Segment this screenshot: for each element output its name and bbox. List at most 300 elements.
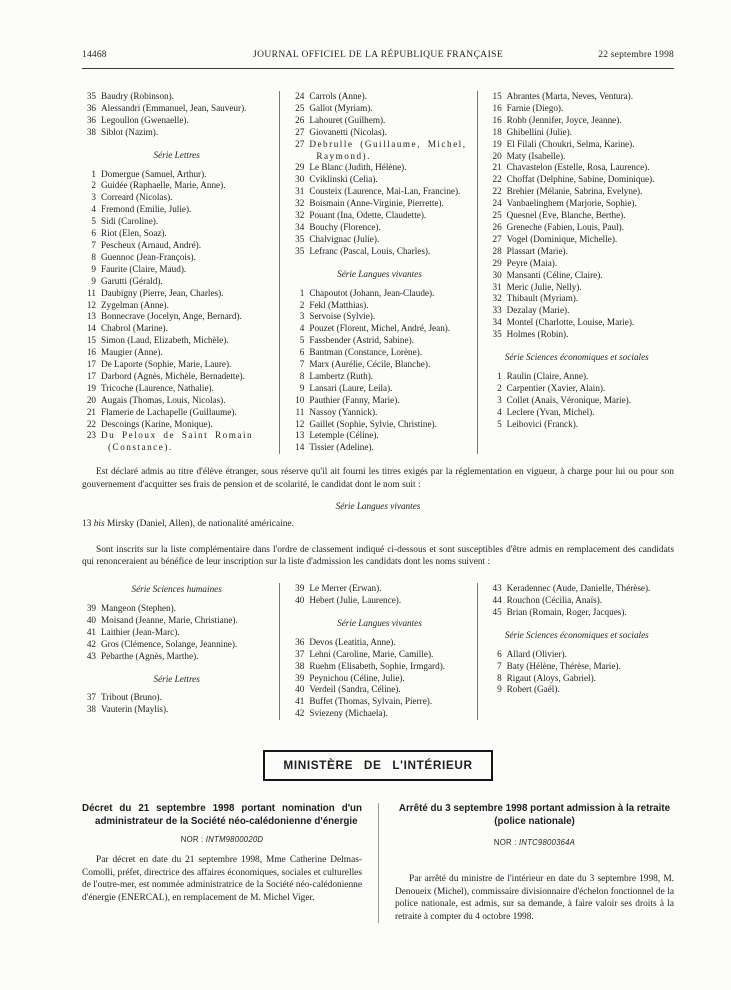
entry-number: 1 [91, 168, 96, 179]
entry-number: 2 [299, 299, 305, 310]
entry-name: Garutti (Gérald). [101, 275, 163, 286]
series-heading: Série Langues vivantes [337, 268, 422, 279]
entry-number: 40 [295, 594, 305, 605]
list-entry [82, 615, 271, 627]
list-entry [488, 270, 666, 282]
list-entry [290, 583, 468, 595]
list-entry [488, 407, 666, 419]
list-entry [488, 91, 666, 103]
entry-name: Vauterin (Maylis). [101, 704, 169, 715]
list-entry [488, 371, 666, 383]
list-entry [290, 210, 468, 222]
series-heading: Série Sciences économiques et sociales [504, 352, 649, 363]
list-entry [290, 661, 468, 673]
entry-number: 5 [91, 216, 96, 227]
entry-name: Bonnecrave (Jocelyn, Ange, Bernard). [101, 311, 242, 322]
entry-number: 4 [497, 406, 502, 417]
page-header [82, 50, 674, 60]
entry-name: Chavastelon (Estelle, Rosa, Laurence). [506, 162, 650, 173]
foreign-student-paragraph: Est déclaré admis au titre d'élève étranger, sous réserve qu'il ait fourni les titres exigés par la réglementation en vigueur, à charge pour lui ou pour son gouvernement d'acquitter ses frais de pension et de scolarité, le candidat dont le nom suit : [82, 467, 674, 490]
list-entry [82, 359, 271, 371]
entry-number: 15 [492, 91, 502, 101]
list-entry [290, 323, 468, 335]
list-entry [488, 329, 666, 341]
list-entry [290, 115, 468, 127]
entry-number: 19 [492, 138, 502, 149]
entry-number: 4 [299, 323, 305, 334]
entry-name: Du Peloux de Saint Romain (Constance). [101, 430, 254, 453]
entry-name: Pauthier (Fanny, Marie). [309, 394, 400, 405]
entry-name: Raulin (Claire, Anne). [506, 370, 589, 381]
entry-name: Pescheux (Arnaud, André). [101, 239, 202, 250]
entry-number: 32 [295, 198, 305, 209]
list-entry [290, 595, 468, 607]
entry-name: Giovanetti (Nicolas). [309, 126, 387, 137]
list-entry [82, 651, 271, 663]
entry-number: 9 [91, 263, 96, 274]
entry-number: 22 [86, 418, 96, 429]
entry-name: Augais (Thomas, Louis, Nicolas). [101, 394, 226, 405]
entry-name: Carpentier (Xavier, Alain). [506, 382, 606, 393]
entry-number: 5 [299, 335, 305, 346]
nor-label: NOR : [180, 835, 206, 845]
entry-number: 37 [86, 692, 96, 703]
entry-name: Legoullon (Gwenaelle). [101, 114, 189, 125]
entry-number: 44 [492, 594, 502, 605]
list-entry [82, 264, 271, 276]
entry-name: Descoings (Karine, Monique). [101, 418, 213, 429]
decree-title: Arrêté du 3 septembre 1998 portant admission à la retraite (police nationale) [398, 803, 671, 827]
list-entry [290, 186, 468, 198]
entry-name: Lahouret (Guilhem). [309, 114, 386, 125]
decree-body: Par décret en date du 21 septembre 1998, Mme Catherine Delmas-Comolli, préfet, directrice des affaires économiques, sociales et culturelles de l'outre-mer, est nommée administratrice de la Société néo-calédonienne d'énergie (ENERCAL), en remplacement de M. Michel Viger. [82, 855, 362, 903]
decrees-section [82, 803, 674, 923]
entry-number: 29 [295, 162, 305, 173]
entry-number: 4 [91, 204, 96, 215]
entry-number: 1 [497, 370, 502, 381]
list-entry [290, 222, 468, 234]
list-entry [488, 293, 666, 305]
entry-number: 18 [492, 126, 502, 137]
entry-name: Le Blanc (Judith, Hélène). [309, 162, 407, 173]
entry-name: Maty (Isabelle). [506, 150, 566, 161]
entry-number: 9 [91, 275, 96, 286]
list-entry [82, 228, 271, 240]
entry-number: 10 [295, 394, 305, 405]
list-entry [488, 103, 666, 115]
nor-label: NOR : [493, 838, 519, 848]
series-heading-center: Série Langues vivantes [335, 501, 421, 512]
entry-number: 41 [295, 696, 305, 707]
list-column [477, 583, 674, 720]
entry-number: 27 [295, 138, 305, 149]
entry-name: Plassart (Marie). [506, 245, 568, 256]
bis-entry [82, 518, 674, 530]
entry-name: Pouant (Ina, Odette, Claudette). [309, 210, 427, 221]
list-entry [488, 607, 666, 619]
entry-number: 7 [91, 239, 96, 250]
entry-name: Simon (Laud, Elizabeth, Michèle). [101, 335, 229, 346]
entry-name: Leibovici (Franck). [506, 418, 579, 429]
list-entry [488, 395, 666, 407]
entry-number: 33 [492, 305, 502, 316]
entry-name: Robert (Gaël). [506, 684, 560, 695]
list-entry [82, 323, 271, 335]
entry-name: Flamerie de Lachapelle (Guillaume). [101, 406, 237, 417]
entry-name: Thibault (Myriam). [506, 293, 579, 304]
entry-name: Baudry (Robinson). [101, 91, 174, 101]
list-entry [488, 383, 666, 395]
list-entry [488, 684, 666, 696]
entry-name: Domergue (Samuel, Arthur). [101, 168, 207, 179]
complementary-list-paragraph: Sont inscrits sur la liste complémentaire dans l'ordre de classement indiqué ci-dessous et sont susceptibles d'être admis en remplacement des candidats qui renonceraient au bénéfice de leur inscription sur la liste d'admission les candidats dont les noms suivent : [82, 544, 674, 568]
list-entry [290, 419, 468, 431]
entry-name: Riot (Elen, Soaz). [101, 228, 167, 239]
list-entry [82, 91, 271, 103]
entry-number: 32 [295, 210, 305, 221]
nor-code: INTC9800364A [518, 838, 576, 848]
entry-name: Baty (Hélène, Thérèse, Marie). [506, 660, 621, 671]
list-column [82, 583, 279, 720]
entry-name: Daubigny (Pierre, Jean, Charles). [101, 287, 224, 298]
complementary-lists-section [82, 583, 674, 720]
entry-name: Siblot (Nazim). [101, 126, 159, 137]
list-entry [290, 383, 468, 395]
list-column [279, 583, 476, 720]
entry-name: Tissier (Adeline). [309, 442, 374, 453]
list-entry [82, 288, 271, 300]
entry-name: Lansari (Laure, Leila). [309, 382, 393, 393]
list-entry [290, 162, 468, 174]
entry-name: Peynichou (Céline, Julie). [309, 672, 405, 683]
list-entry [82, 430, 271, 454]
list-entry [488, 139, 666, 151]
list-entry [82, 216, 271, 228]
list-column [279, 91, 476, 454]
entry-name: Choffat (Delphine, Sabine, Dominique). [506, 174, 655, 185]
entry-name: Cousteix (Laurence, Mai-Lan, Francine). [309, 186, 461, 197]
entry-name: Robb (Jennifer, Joyce, Jeanne). [506, 114, 622, 125]
entry-number: 39 [295, 672, 305, 683]
entry-name: Guennoc (Jean-François). [101, 251, 196, 262]
list-entry [290, 696, 468, 708]
ministry-title-box: MINISTÈRE DE L'INTÉRIEUR [263, 750, 492, 781]
entry-name: El Filali (Choukri, Selma, Karine). [506, 138, 635, 149]
entry-name: Laithier (Jean-Marc). [101, 626, 180, 637]
entry-number: 29 [492, 257, 502, 268]
entry-number: 27 [492, 233, 502, 244]
entry-name: Guidée (Raphaelle, Marie, Anne). [101, 180, 226, 191]
list-entry [488, 115, 666, 127]
list-entry [82, 115, 271, 127]
list-entry [82, 335, 271, 347]
list-entry [290, 246, 468, 258]
list-entry [82, 311, 271, 323]
bis-number: 13 [82, 519, 94, 530]
entry-name: Faurite (Claire, Maud). [101, 263, 187, 274]
decree-article-right [378, 803, 674, 923]
entry-number: 3 [299, 311, 305, 322]
list-entry [82, 627, 271, 639]
entry-number: 31 [295, 186, 305, 197]
decree-body: Par arrêté du ministre de l'intérieur en date du 3 septembre 1998, M. Denoueix (Michel), commissaire divisionnaire d'échelon fonctionnel de la police nationale, est admis, sur sa demande, à faire valoir ses droits à la retraite à compter du 4 octobre 1998. [395, 874, 674, 922]
entry-name: Correard (Nicolas). [101, 192, 173, 203]
entry-number: 5 [497, 418, 502, 429]
entry-number: 25 [492, 210, 502, 221]
list-entry [82, 419, 271, 431]
entry-number: 40 [86, 614, 96, 625]
nor-code: INTM9800020D [205, 835, 264, 845]
entry-name: Devos (Leatitia, Anne). [309, 636, 396, 647]
list-entry [290, 288, 468, 300]
journal-title: JOURNAL OFFICIEL DE LA RÉPUBLIQUE FRANÇAISE [252, 50, 504, 60]
entry-number: 25 [295, 102, 305, 113]
list-entry [488, 583, 666, 595]
entry-name: Farnie (Diego). [506, 102, 564, 113]
list-entry [488, 317, 666, 329]
list-entry [290, 430, 468, 442]
entry-name: Quesnel (Eve, Blanche, Berthe). [506, 210, 626, 221]
entry-number: 22 [492, 174, 502, 185]
entry-number: 14 [295, 442, 305, 453]
bis-text: Mirsky (Daniel, Allen), de nationalité américaine. [104, 519, 294, 530]
entry-number: 43 [492, 583, 502, 594]
entry-number: 8 [91, 251, 96, 262]
entry-number: 42 [86, 638, 96, 649]
header-rule [82, 68, 674, 69]
list-entry [488, 162, 666, 174]
entry-number: 12 [295, 418, 305, 429]
list-entry [82, 252, 271, 264]
list-entry [290, 198, 468, 210]
entry-name: Leclere (Yvan, Michel). [506, 406, 595, 417]
entry-number: 11 [295, 406, 305, 417]
entry-number: 9 [497, 684, 502, 695]
series-heading: Série Lettres [153, 673, 200, 684]
entry-name: Pebarthe (Agnès, Marthe). [101, 650, 199, 661]
list-entry [488, 127, 666, 139]
list-entry [488, 419, 666, 431]
entry-number: 35 [295, 245, 305, 256]
list-entry [488, 222, 666, 234]
list-entry [488, 258, 666, 270]
entry-name: Holmes (Robin). [506, 329, 569, 340]
entry-name: Buffet (Thomas, Sylvain, Pierre). [309, 696, 433, 707]
entry-number: 39 [86, 602, 96, 613]
entry-name: Greneche (Fabien, Louis, Paul). [506, 221, 625, 232]
list-entry [82, 383, 271, 395]
entry-number: 30 [295, 174, 305, 185]
entry-name: Carrols (Anne). [309, 91, 367, 101]
list-entry [488, 595, 666, 607]
entry-name: Vogel (Dominique, Michelle). [506, 233, 618, 244]
entry-number: 24 [295, 91, 305, 101]
entry-name: Allard (Olivier). [506, 648, 567, 659]
entry-name: Chapoutot (Johann, Jean-Claude). [309, 287, 435, 298]
entry-name: Mangeon (Stephen). [101, 602, 177, 613]
entry-name: Gaillet (Sophie, Sylvie, Christine). [309, 418, 437, 429]
entry-name: Lefranc (Pascal, Louis, Charles). [309, 245, 431, 256]
entry-number: 3 [497, 394, 502, 405]
entry-name: De Laporte (Sophie, Marie, Laure). [101, 359, 232, 370]
entry-name: Debrulle (Guillaume, Michel, Raymond). [309, 138, 467, 161]
entry-name: Brehier (Mélanie, Sabrina, Evelyne). [506, 186, 643, 197]
entry-number: 8 [497, 672, 502, 683]
entry-number: 20 [492, 150, 502, 161]
list-entry [290, 395, 468, 407]
decree-article-left [82, 803, 378, 923]
entry-number: 21 [86, 406, 96, 417]
entry-number: 38 [295, 660, 305, 671]
entry-name: Rigaut (Aloys, Gabriel). [506, 672, 596, 683]
entry-number: 36 [86, 102, 96, 113]
entry-number: 23 [86, 430, 96, 441]
entry-number: 35 [295, 233, 305, 244]
entry-name: Sidi (Caroline). [101, 216, 159, 227]
list-entry [290, 649, 468, 661]
list-entry [290, 139, 468, 163]
list-entry [82, 347, 271, 359]
paragraph-section [82, 466, 674, 569]
entry-name: Pouzet (Florent, Michel, André, Jean). [309, 323, 451, 334]
list-entry [82, 204, 271, 216]
list-entry [488, 673, 666, 685]
journal-page [82, 50, 674, 923]
entry-number: 32 [492, 293, 502, 304]
entry-number: 17 [86, 370, 96, 381]
entry-name: Brian (Romain, Roger, Jacques). [506, 606, 627, 617]
bis-word: bis [93, 519, 105, 530]
entry-number: 6 [299, 347, 305, 358]
entry-name: Gros (Clémence, Solange, Jeannine). [101, 638, 238, 649]
list-entry [290, 442, 468, 454]
list-entry [82, 180, 271, 192]
list-entry [488, 234, 666, 246]
list-entry [290, 359, 468, 371]
entry-number: 45 [492, 606, 502, 617]
entry-number: 7 [299, 359, 305, 370]
entry-number: 41 [86, 626, 96, 637]
entry-name: Chabrol (Marine). [101, 323, 168, 334]
entry-number: 16 [492, 114, 502, 125]
list-entry [82, 240, 271, 252]
entry-number: 35 [492, 329, 502, 340]
list-entry [82, 127, 271, 139]
entry-name: Chalvignac (Julie). [309, 233, 380, 244]
entry-number: 6 [91, 228, 96, 239]
entry-number: 38 [86, 704, 96, 715]
entry-number: 9 [299, 382, 305, 393]
list-entry [290, 103, 468, 115]
list-entry [290, 300, 468, 312]
list-entry [290, 234, 468, 246]
series-heading: Série Lettres [153, 149, 200, 160]
list-entry [290, 174, 468, 186]
list-entry [82, 103, 271, 115]
entry-number: 36 [86, 114, 96, 125]
entry-name: Bantman (Constance, Lorène). [309, 347, 423, 358]
entry-number: 11 [87, 287, 96, 298]
entry-name: Tricoche (Laurence, Nathalie). [101, 382, 214, 393]
entry-name: Ghibellini (Julie). [506, 126, 572, 137]
list-entry [488, 210, 666, 222]
ministry-header-wrap [82, 750, 674, 781]
entry-number: 34 [295, 221, 305, 232]
entry-number: 26 [295, 114, 305, 125]
list-entry [290, 127, 468, 139]
nor-line [82, 835, 362, 844]
entry-number: 31 [492, 281, 502, 292]
list-entry [82, 639, 271, 651]
issue-date: 22 septembre 1998 [598, 50, 674, 60]
list-entry [290, 708, 468, 720]
list-entry [82, 192, 271, 204]
entry-number: 1 [299, 287, 305, 298]
entry-name: Abrantes (Marta, Neves, Ventura). [506, 91, 634, 101]
entry-name: Tribout (Bruno). [101, 692, 162, 703]
entry-number: 16 [86, 347, 96, 358]
entry-number: 2 [91, 180, 96, 191]
entry-name: Moisand (Jeanne, Marie, Christiane). [101, 614, 238, 625]
entry-number: 16 [492, 102, 502, 113]
entry-name: Fassbender (Astrid, Sabine). [309, 335, 414, 346]
entry-number: 24 [492, 198, 502, 209]
entry-name: Peyre (Maia). [506, 257, 558, 268]
entry-number: 15 [86, 335, 96, 346]
list-entry [82, 371, 271, 383]
entry-name: Gallot (Myriam). [309, 102, 373, 113]
list-entry [82, 300, 271, 312]
entry-name: Bouchy (Florence). [309, 221, 381, 232]
list-entry [290, 673, 468, 685]
entry-number: 36 [295, 636, 305, 647]
entry-number: 26 [492, 221, 502, 232]
entry-name: Montel (Charlotte, Louise, Marie). [506, 317, 635, 328]
entry-number: 28 [492, 245, 502, 256]
entry-name: Vanbaelinghem (Marjorie, Sophie). [506, 198, 637, 209]
entry-number: 37 [295, 648, 305, 659]
entry-name: Sviezeny (Michaela). [309, 708, 388, 719]
list-column [477, 91, 674, 454]
entry-name: Nassoy (Yannick). [309, 406, 378, 417]
entry-name: Meric (Julie, Nelly). [506, 281, 582, 292]
series-heading: Série Langues vivantes [337, 617, 422, 628]
entry-number: 38 [86, 126, 96, 137]
entry-name: Le Merrer (Erwan). [309, 583, 382, 594]
entry-number: 2 [497, 382, 502, 393]
entry-name: Mansanti (Céline, Claire). [506, 269, 603, 280]
entry-name: Collet (Anaïs, Véronique, Marie). [506, 394, 631, 405]
list-entry [488, 246, 666, 258]
entry-name: Lehni (Caroline, Marie, Camille). [309, 648, 434, 659]
entry-number: 6 [497, 648, 502, 659]
entry-name: Alessandri (Emmanuel, Jean, Sauveur). [101, 102, 247, 113]
list-entry [488, 186, 666, 198]
entry-name: Fekl (Matthias). [309, 299, 369, 310]
entry-name: Keradennec (Aude, Danielle, Thérèse). [506, 583, 651, 594]
entry-number: 19 [86, 382, 96, 393]
entry-name: Boismain (Anne-Virginie, Pierrette). [309, 198, 444, 209]
entry-name: Rouchon (Cécilia, Anaïs). [506, 594, 603, 605]
entry-number: 7 [497, 660, 502, 671]
list-entry [82, 276, 271, 288]
list-entry [488, 649, 666, 661]
entry-number: 13 [295, 430, 305, 441]
entry-name: Letemple (Céline). [309, 430, 379, 441]
entry-name: Dezalay (Marie). [506, 305, 570, 316]
entry-name: Verdeil (Sandra, Céline). [309, 684, 401, 695]
entry-number: 8 [299, 370, 305, 381]
